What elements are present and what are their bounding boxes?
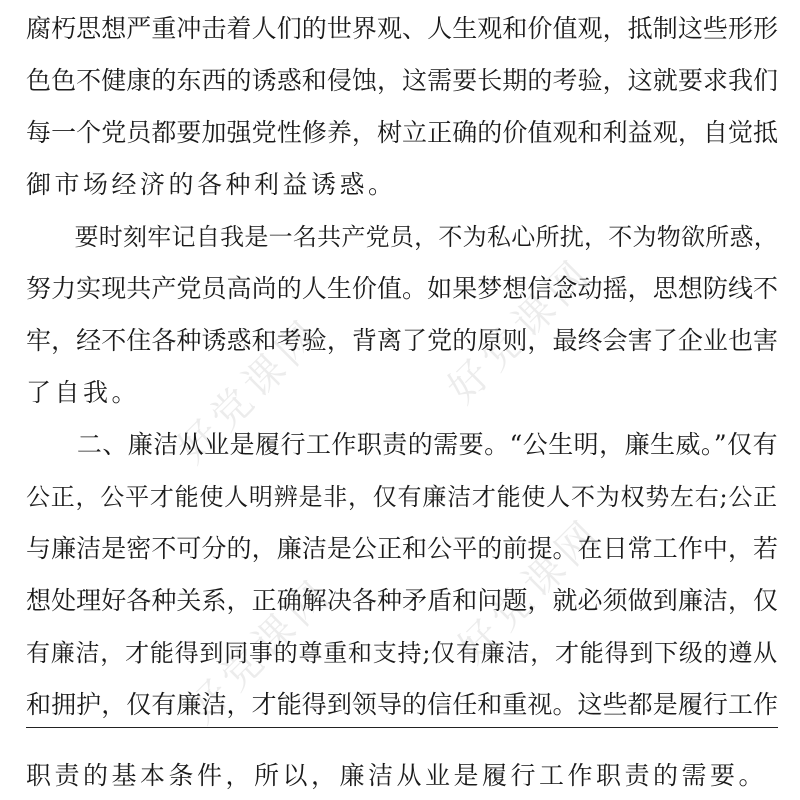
text-line: 色色不健康的东西的诱惑和侵蚀，这需要长期的考验，这就要求我们 — [26, 66, 779, 95]
text-line: 牢，经不住各种诱惑和考验，背离了党的原则，最终会害了企业也害 — [26, 326, 779, 355]
watermark: 好党课网 — [169, 309, 332, 473]
footer-text-line: 职责的基本条件，所以，廉洁从业是履行工作职责的需要。 — [26, 761, 768, 790]
text-line: 二、廉洁从业是履行工作职责的需要。“公生明，廉生威。”仅有 — [26, 430, 779, 459]
text-line: 要时刻牢记自我是一名共产党员，不为私心所扰，不为物欲所惑， — [26, 223, 779, 251]
text-line: 和拥护，仅有廉洁，才能得到领导的信任和重视。这些都是履行工作 — [26, 690, 779, 719]
watermark: 好党课网 — [179, 569, 342, 733]
text-line: 了自我。 — [26, 378, 141, 407]
page-divider — [26, 727, 778, 728]
text-line: 与廉洁是密不可分的，廉洁是公正和公平的前提。在日常工作中，若 — [26, 534, 779, 563]
text-line: 公正，公平才能使人明辨是非，仅有廉洁才能使人不为权势左右;公正 — [26, 483, 778, 511]
document-page — [26, 0, 786, 800]
watermark: 好党课网 — [439, 249, 602, 413]
watermark: 好党课网 — [449, 509, 612, 673]
text-line: 想处理好各种关系，正确解决各种矛盾和问题，就必须做到廉洁，仅 — [26, 586, 779, 615]
text-line: 有廉洁，才能得到同事的尊重和支持;仅有廉洁，才能得到下级的遵从 — [26, 639, 778, 667]
text-line: 御市场经济的各种利益诱惑。 — [26, 170, 397, 199]
text-line: 努力实现共产党员高尚的人生价值。如果梦想信念动摇，思想防线不 — [26, 274, 779, 303]
text-line: 每一个党员都要加强党性修养，树立正确的价值观和利益观，自觉抵 — [26, 118, 779, 147]
text-line: 腐朽思想严重冲击着人们的世界观、人生观和价值观，抵制这些形形 — [26, 14, 779, 43]
